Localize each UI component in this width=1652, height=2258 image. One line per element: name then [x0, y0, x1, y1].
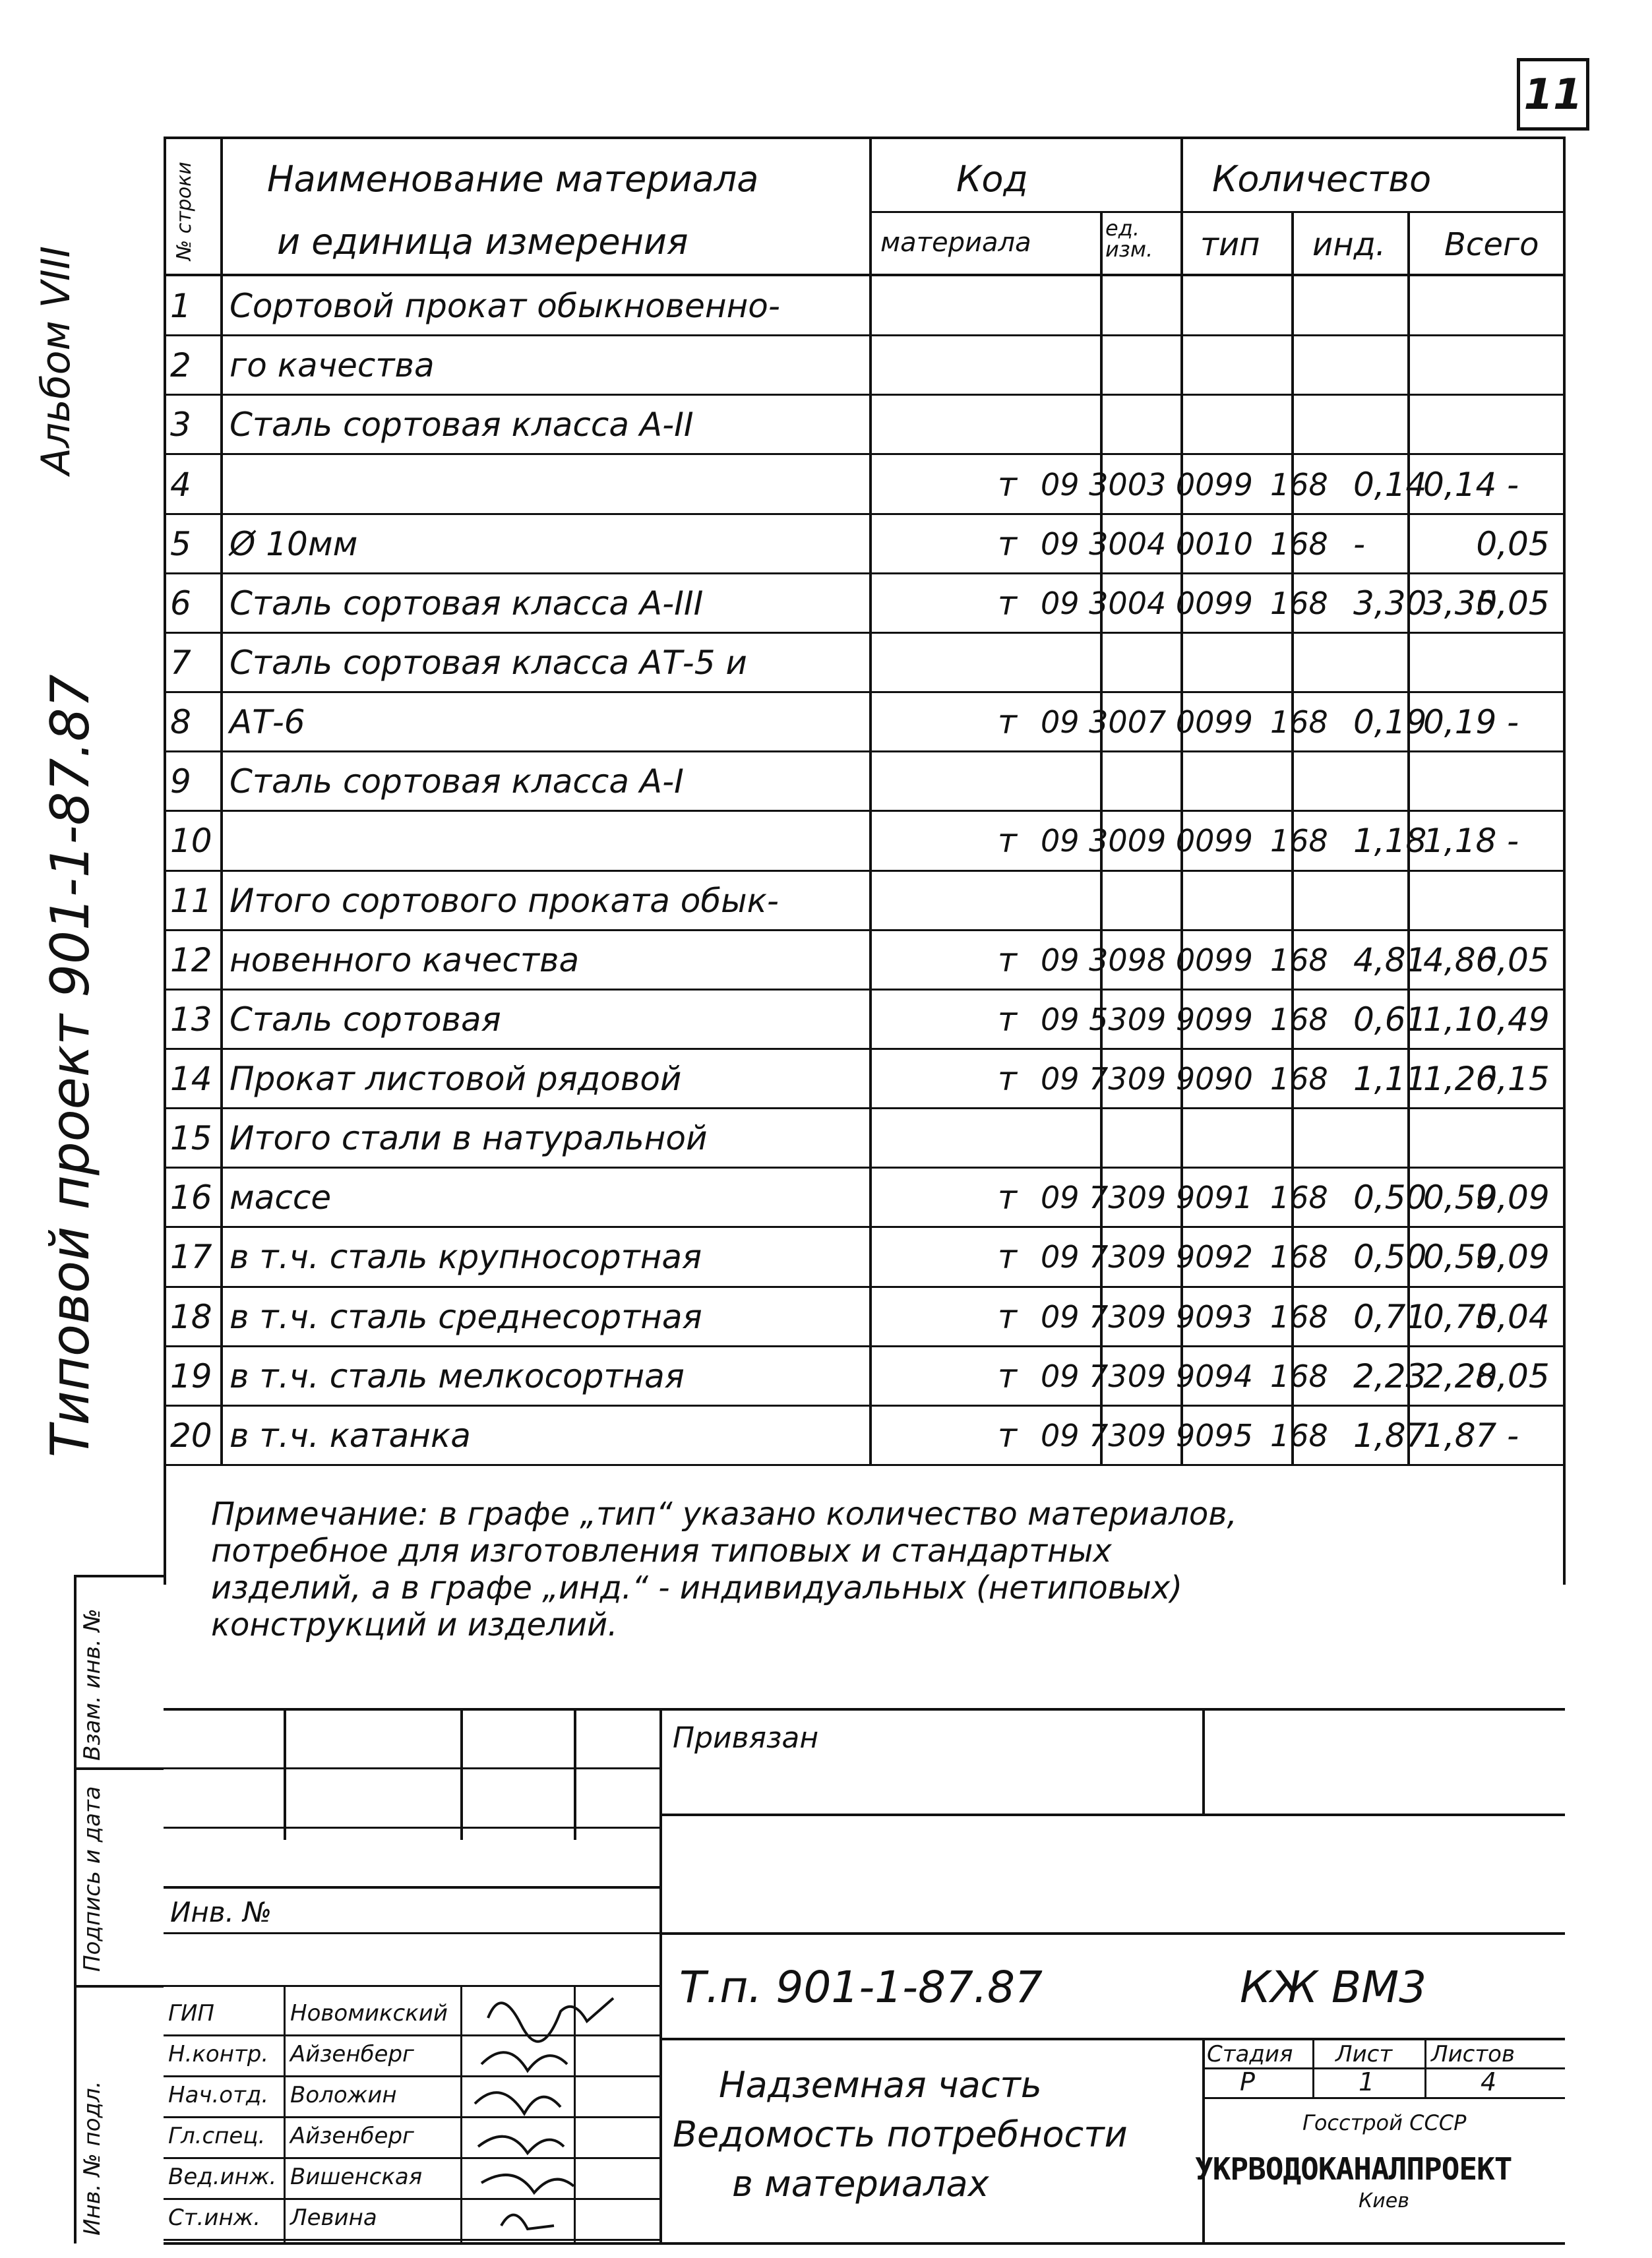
stage-value: Р	[1240, 2067, 1255, 2096]
sheets-value: 4	[1481, 2067, 1497, 2096]
row-unit-code: 168	[1270, 1180, 1328, 1216]
row-unit-code	[1264, 871, 1344, 931]
stamp-line-privyazan	[659, 1814, 1565, 1816]
tip-header: тип	[1200, 226, 1260, 263]
row-unit: т	[997, 940, 1017, 979]
note	[211, 1496, 1504, 1643]
org-city: Киев	[1359, 2189, 1409, 2212]
row-name: Сталь сортовая	[229, 1000, 501, 1039]
signer-name: Айзенберг	[290, 2041, 414, 2067]
row-code: 09 7309 9095	[1041, 1417, 1253, 1453]
row-unit-code: 168	[1270, 526, 1328, 562]
row-qty-total	[1410, 1109, 1562, 1168]
stamp-grid-h3	[164, 1886, 659, 1889]
row-qty-ind: 0,04	[1476, 1297, 1550, 1336]
row-unit-code: 168	[1270, 1358, 1328, 1394]
row-name: Ø 10мм	[229, 524, 358, 563]
row-name	[222, 454, 1033, 514]
vzam-inv-label: Взам. инв. №	[79, 1608, 106, 1761]
row-number: 2	[170, 346, 191, 385]
row-number: 11	[170, 881, 212, 920]
row-number: 7	[170, 643, 191, 682]
inv-no-label: Инв. №	[170, 1896, 272, 1928]
table-row	[164, 1049, 1563, 1109]
signer-role: Вед.инж.	[168, 2164, 277, 2190]
row-code: 09 3003 0099	[1041, 466, 1253, 503]
row-unit: т	[997, 1060, 1017, 1098]
signer-role: Гл.спец.	[168, 2123, 266, 2149]
table-row	[164, 336, 1563, 395]
row-name	[222, 811, 1033, 870]
row-qty-ind: 0,49	[1476, 1000, 1550, 1039]
row-qty-tip: 3,30	[1353, 584, 1427, 623]
row-unit-code: 168	[1270, 1061, 1328, 1097]
row-qty-total	[1410, 633, 1562, 692]
album-label: Альбом VIII	[33, 246, 79, 475]
row-code	[1033, 752, 1264, 811]
row-code	[1033, 395, 1264, 454]
row-name: массе	[229, 1178, 332, 1217]
signer-name: Воложин	[290, 2082, 397, 2108]
row-name: Итого сортового проката обык-	[229, 881, 779, 920]
stage-label: Стадия	[1207, 2041, 1293, 2067]
row-name: в т.ч. сталь среднесортная	[229, 1297, 702, 1336]
row-qty-tip: 0,19	[1353, 703, 1427, 742]
row-unit: т	[997, 1178, 1017, 1217]
table-row	[164, 752, 1563, 811]
row-code: 09 7309 9091	[1041, 1180, 1253, 1216]
row-qty-total: 0,59	[1423, 1178, 1497, 1217]
row-unit	[922, 1109, 1034, 1168]
privyazan-label: Привязан	[673, 1721, 819, 1755]
row-qty-ind: 0,05	[1476, 524, 1550, 563]
note-line-2: потребное для изготовления типовых и стандартных	[211, 1533, 1112, 1570]
stamp-grid-v2	[460, 1708, 463, 1840]
stamp-bottom-border	[164, 2242, 1565, 2245]
row-unit-code	[1264, 633, 1344, 692]
row-qty-ind: 0,15	[1476, 1060, 1550, 1098]
row-number: 20	[170, 1416, 212, 1455]
row-unit: т	[997, 465, 1017, 504]
table-row	[164, 692, 1563, 752]
row-number: 8	[170, 703, 191, 742]
row-qty-tip: 0,14	[1353, 465, 1427, 504]
row-qty-ind: 0,09	[1476, 1178, 1550, 1217]
row-code: 09 3004 0010	[1041, 526, 1253, 562]
stamp-line-stage-head	[1202, 2067, 1565, 2069]
row-qty-ind: 0,05	[1476, 940, 1550, 979]
signer-role: Ст.инж.	[168, 2205, 261, 2231]
note-line-3: изделий, а в графе „инд.“ - индивидуальных (нетиповых)	[211, 1570, 1182, 1606]
row-qty-ind: -	[1506, 1416, 1519, 1455]
row-unit-code: 168	[1270, 466, 1328, 503]
row-name: Сталь сортовая класса А-I	[229, 762, 684, 801]
row-qty-ind: -	[1506, 822, 1519, 861]
row-number: 16	[170, 1178, 212, 1217]
row-unit: т	[997, 1297, 1017, 1336]
document-code: Т.п. 901-1-87.87	[679, 1962, 1043, 2013]
margin-box-left	[74, 1575, 76, 2243]
row-unit-code	[1264, 276, 1344, 336]
row-unit-code	[1264, 336, 1344, 395]
org-top: Госстрой СССР	[1302, 2110, 1467, 2135]
row-qty-total: 1,10	[1423, 1000, 1497, 1039]
row-code: 09 7309 9093	[1041, 1298, 1253, 1335]
table-row	[164, 1406, 1563, 1465]
name-header-line2: и единица измерения	[277, 221, 688, 262]
row-number: 3	[170, 406, 191, 444]
row-qty-total	[1410, 514, 1562, 574]
row-number: 13	[170, 1000, 212, 1039]
row-code: 09 7309 9090	[1041, 1061, 1253, 1097]
row-qty-total: 2,28	[1423, 1357, 1497, 1395]
row-unit-code: 168	[1270, 1298, 1328, 1335]
row-unit: т	[997, 1000, 1017, 1039]
signer-role: Нач.отд.	[168, 2082, 269, 2108]
row-unit	[922, 633, 1034, 692]
sheet-title-line3: в материалах	[732, 2163, 989, 2205]
row-unit-code: 168	[1270, 823, 1328, 859]
stamp-col-sep-right	[1202, 1708, 1205, 1814]
note-line-4: конструкций и изделий.	[211, 1606, 618, 1643]
stamp-grid-v1	[284, 1708, 286, 1840]
ind-header: инд.	[1312, 226, 1386, 263]
row-qty-tip: 1,87	[1353, 1416, 1427, 1455]
row-qty-tip: 4,81	[1353, 940, 1427, 979]
stamp-top-border	[164, 1708, 1565, 1711]
row-unit-code	[1264, 752, 1344, 811]
row-unit-code	[1264, 395, 1344, 454]
margin-box-top	[74, 1575, 164, 1577]
row-qty-total: 0,19	[1423, 703, 1497, 742]
sheet-label: Лист	[1335, 2041, 1393, 2067]
sheet-title-line1: Надземная часть	[719, 2064, 1042, 2106]
row-unit: т	[997, 703, 1017, 742]
row-qty-total	[1410, 276, 1562, 336]
sheet-value: 1	[1359, 2067, 1375, 2096]
row-qty-ind: -	[1506, 465, 1519, 504]
page-number-box	[1517, 58, 1589, 131]
row-qty-total: 0,59	[1423, 1238, 1497, 1277]
row-code: 09 3004 0099	[1041, 585, 1253, 621]
row-number: 1	[170, 287, 191, 326]
row-unit	[922, 276, 1034, 336]
page-number: 11	[1523, 71, 1583, 119]
row-qty-tip: 0,61	[1353, 1000, 1427, 1039]
row-code	[1033, 1109, 1264, 1168]
table-row	[164, 871, 1563, 931]
stamp-sep-stage-sheet	[1312, 2038, 1314, 2097]
table-row	[164, 1347, 1563, 1406]
row-unit-code: 168	[1270, 704, 1328, 741]
row-code	[1033, 871, 1264, 931]
row-qty-total	[1410, 752, 1562, 811]
row-qty-total: 0,14	[1423, 465, 1497, 504]
row-number: 5	[170, 524, 191, 563]
row-unit: т	[997, 1416, 1017, 1455]
row-unit: т	[997, 584, 1017, 623]
margin-box-sep2	[74, 1985, 164, 1988]
row-qty-tip: 0,71	[1353, 1297, 1427, 1336]
row-qty-ind: 0,05	[1476, 1357, 1550, 1395]
row-unit	[922, 871, 1034, 931]
row-qty-total: 4,86	[1423, 940, 1497, 979]
inv-podl-label: Инв. № подл.	[79, 2081, 106, 2236]
row-name: в т.ч. катанка	[229, 1416, 471, 1455]
signer-row-line	[164, 2239, 659, 2241]
signer-name: Вишенская	[290, 2164, 423, 2190]
row-unit-code: 168	[1270, 1239, 1328, 1275]
row-unit: т	[997, 1357, 1017, 1395]
row-name: Сортовой прокат обыкновенно-	[229, 287, 780, 326]
row-name: АТ-6	[229, 703, 305, 742]
row-unit-code: 168	[1270, 585, 1328, 621]
row-name: новенного качества	[229, 940, 580, 979]
project-label: Типовой проект 901-1-87.87	[40, 674, 101, 1457]
table-row	[164, 454, 1563, 514]
row-unit: т	[997, 822, 1017, 861]
stamp-grid-h1	[164, 1767, 659, 1769]
signatures-image	[462, 1972, 679, 2236]
sheet-title-line2: Ведомость потребности	[673, 2114, 1128, 2155]
row-qty-total	[1410, 395, 1562, 454]
signer-name: Левина	[290, 2205, 377, 2231]
total-header: Всего	[1444, 226, 1539, 263]
row-unit-code: 168	[1270, 1417, 1328, 1453]
stamp-sep-sheet-sheets	[1424, 2038, 1426, 2097]
row-code: 09 7309 9094	[1041, 1358, 1253, 1394]
row-number: 18	[170, 1297, 212, 1336]
row-code	[1033, 633, 1264, 692]
row-code: 09 5309 9099	[1041, 1001, 1253, 1037]
row-qty-total: 3,35	[1423, 584, 1497, 623]
row-qty-total: 1,18	[1423, 822, 1497, 861]
header-sub-line	[869, 211, 1565, 213]
row-name: в т.ч. сталь мелкосортная	[229, 1357, 685, 1395]
row-unit	[922, 395, 1034, 454]
table-top-border	[164, 137, 1565, 139]
row-qty-total	[1410, 871, 1562, 931]
note-line-1: Примечание: в графе „тип“ указано количество материалов,	[211, 1496, 1237, 1533]
row-unit-code: 168	[1270, 942, 1328, 978]
row-qty-tip: -	[1353, 524, 1366, 563]
row-qty-ind: 0,05	[1476, 584, 1550, 623]
row-name: Сталь сортовая класса А-III	[229, 584, 704, 623]
stamp-grid-v3	[574, 1708, 576, 1840]
row-name: го качества	[229, 346, 435, 385]
signer-name: Айзенберг	[290, 2123, 414, 2149]
row-qty-ind: -	[1506, 703, 1519, 742]
table-row	[164, 1227, 1563, 1287]
row-qty-ind: 0,09	[1476, 1238, 1550, 1277]
code-unit-header: ед. изм.	[1105, 216, 1153, 262]
row-code: 09 3098 0099	[1041, 942, 1253, 978]
table-row	[164, 1287, 1563, 1347]
row-name: Сталь сортовая класса АТ-5 и	[229, 643, 747, 682]
table-row	[164, 1168, 1563, 1227]
row-name: Прокат листовой рядовой	[229, 1060, 682, 1098]
document-mark: КЖ ВМ3	[1240, 1962, 1427, 2013]
row-number: 17	[170, 1238, 212, 1277]
table-row	[164, 633, 1563, 692]
table-row	[164, 1109, 1563, 1168]
stamp-line-code	[659, 1932, 1565, 1935]
table-row	[164, 931, 1563, 990]
row-qty-total: 1,26	[1423, 1060, 1497, 1098]
row-number: 4	[170, 465, 191, 504]
row-name: Итого стали в натуральной	[229, 1119, 708, 1158]
row-number: 19	[170, 1357, 212, 1395]
row-number: 6	[170, 584, 191, 623]
row-qty-tip: 0,50	[1353, 1178, 1427, 1217]
row-qty-tip: 0,50	[1353, 1238, 1427, 1277]
margin-box-sep1	[74, 1767, 164, 1770]
row-code: 09 7309 9092	[1041, 1239, 1253, 1275]
table-row	[164, 276, 1563, 336]
table-row	[164, 990, 1563, 1049]
row-code	[1033, 336, 1264, 395]
row-qty-total: 0,75	[1423, 1297, 1497, 1336]
podpis-data-label: Подпись и дата	[79, 1786, 106, 1972]
stamp-grid-h4	[164, 1932, 659, 1934]
table-row	[164, 395, 1563, 454]
row-qty-tip: 1,11	[1353, 1060, 1427, 1098]
table-row	[164, 574, 1563, 633]
row-name: Сталь сортовая класса А-II	[229, 406, 694, 444]
row-separator	[164, 1464, 1565, 1466]
row-qty-tip: 2,23	[1353, 1357, 1427, 1395]
row-number: 9	[170, 762, 191, 801]
row-unit: т	[997, 1238, 1017, 1277]
row-code: 09 3009 0099	[1041, 823, 1253, 859]
sheets-label: Листов	[1431, 2041, 1515, 2067]
code-header: Код	[956, 158, 1028, 200]
row-num-header: № строки	[173, 162, 196, 260]
signer-name: Новомикский	[290, 2000, 448, 2027]
table-row	[164, 514, 1563, 574]
stamp-line-title	[659, 2038, 1565, 2040]
signer-role: Н.контр.	[168, 2041, 269, 2067]
row-unit	[922, 336, 1034, 395]
row-qty-tip: 1,18	[1353, 822, 1427, 861]
row-unit	[922, 752, 1034, 811]
name-header-line1: Наименование материала	[267, 158, 759, 200]
signer-col-sep-1	[284, 1985, 286, 2243]
row-qty-total	[1410, 336, 1562, 395]
table-row	[164, 811, 1563, 870]
row-number: 15	[170, 1119, 212, 1158]
row-unit-code	[1264, 1109, 1344, 1168]
row-number: 10	[170, 822, 212, 861]
row-name: в т.ч. сталь крупносортная	[229, 1238, 702, 1277]
org-name: УКРВОДОКАНАЛПРОЕКТ	[1195, 2151, 1512, 2187]
row-code	[1033, 276, 1264, 336]
quantity-header: Количество	[1212, 158, 1432, 200]
code-material-header: материала	[880, 228, 1031, 258]
row-code: 09 3007 0099	[1041, 704, 1253, 741]
row-unit: т	[997, 524, 1017, 563]
row-number: 12	[170, 940, 212, 979]
signer-role: ГИП	[168, 2000, 214, 2027]
row-unit-code: 168	[1270, 1001, 1328, 1037]
row-qty-total: 1,87	[1423, 1416, 1497, 1455]
stamp-grid-h2	[164, 1827, 659, 1829]
row-number: 14	[170, 1060, 212, 1098]
stamp-line-stage-val	[1202, 2097, 1565, 2099]
